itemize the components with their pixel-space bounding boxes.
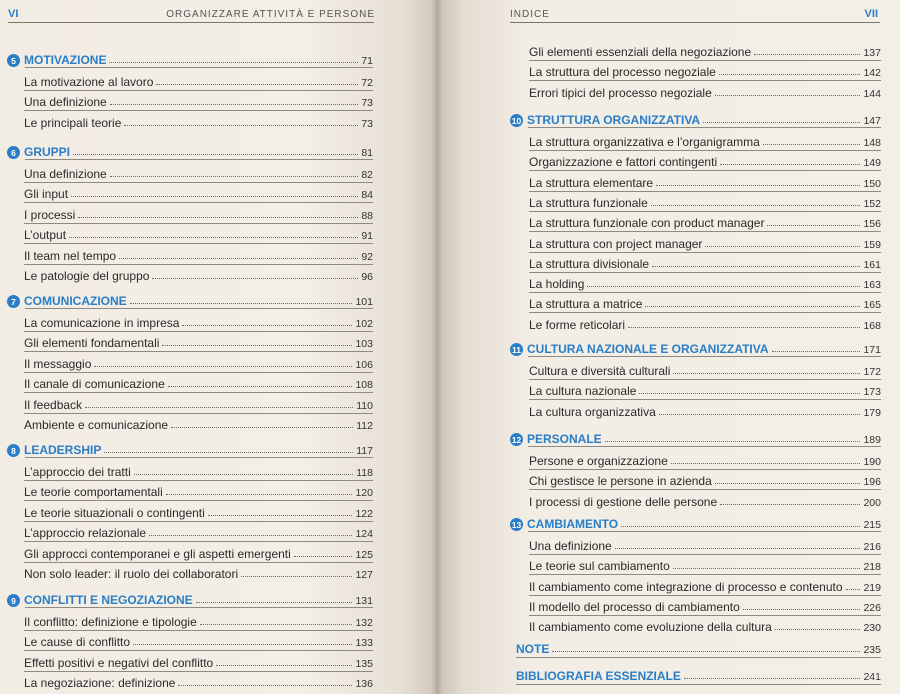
toc-entry	[529, 131, 881, 149]
section-divider	[528, 446, 881, 447]
toc-entry	[529, 314, 881, 332]
toc-entry	[24, 353, 373, 371]
chapter-number-badge: 13	[511, 519, 522, 530]
right-page	[437, 0, 900, 694]
section-title: L’approccio dei tratti	[24, 465, 131, 479]
section-title: Il cambiamento come evoluzione della cultura	[529, 620, 772, 635]
section-title: Il conflitto: definizione e tipologie	[24, 615, 197, 629]
page-ref: 226	[863, 601, 881, 614]
dot-leader	[772, 351, 861, 352]
dot-leader	[168, 386, 353, 387]
dot-leader	[241, 576, 352, 577]
dot-leader	[69, 237, 358, 238]
section-title: Persone e organizzazione	[529, 454, 668, 468]
toc-entry	[24, 522, 373, 540]
page-ref: 179	[863, 406, 881, 419]
toc-entry	[24, 91, 373, 109]
toc-entry	[24, 502, 373, 520]
toc-entry	[24, 543, 373, 561]
dot-leader	[182, 325, 352, 326]
toc-entry	[529, 380, 881, 398]
dot-leader	[196, 602, 353, 603]
toc-entry	[529, 151, 881, 169]
section-title: Il modello del processo di cambiamento	[529, 599, 740, 614]
chapter-heading	[7, 439, 373, 457]
section-title: La struttura divisionale	[529, 256, 650, 271]
section-divider	[25, 67, 373, 68]
toc-entry	[24, 563, 373, 581]
page-ref: 72	[361, 77, 373, 89]
chapter-heading	[7, 141, 373, 159]
page-ref: 102	[355, 318, 373, 330]
chapter-heading	[510, 338, 881, 356]
section-title: Il team nel tempo	[24, 248, 117, 263]
dot-leader	[621, 526, 860, 527]
chapter-number-badge: 12	[511, 434, 522, 445]
section-title: Gli input	[24, 187, 69, 202]
dot-leader	[109, 62, 358, 63]
dot-leader	[684, 678, 861, 679]
dot-leader	[703, 122, 860, 123]
back-matter-entry	[516, 665, 881, 683]
dot-leader	[156, 84, 358, 85]
section-title: Chi gestisce le persone in azienda	[529, 474, 712, 489]
dot-leader	[130, 303, 353, 304]
page-ref: 125	[355, 548, 373, 561]
dot-leader	[78, 217, 358, 218]
section-divider	[516, 684, 881, 685]
dot-leader	[124, 125, 358, 126]
left-page	[0, 0, 437, 694]
page-ref: 142	[863, 67, 881, 80]
dot-leader	[119, 258, 358, 259]
page-ref: 218	[863, 561, 881, 574]
chapter-number-badge: 6	[7, 146, 20, 159]
dot-leader	[208, 515, 353, 516]
toc-entry	[529, 61, 881, 79]
section-divider	[528, 531, 881, 532]
page-ref: 163	[863, 279, 881, 292]
section-title: Ambiente e comunicazione	[24, 418, 169, 432]
chapter-heading	[7, 290, 373, 308]
page-ref: 219	[863, 581, 881, 594]
dot-leader	[645, 306, 860, 307]
page-ref: 161	[863, 258, 881, 271]
section-divider	[25, 607, 373, 608]
chapter-title: CAMBIAMENTO	[527, 517, 619, 531]
dot-leader	[656, 185, 860, 186]
toc-entry	[529, 233, 881, 251]
chapter-title: BIBLIOGRAFIA ESSENZIALE	[516, 669, 681, 683]
toc-entry	[529, 293, 881, 311]
section-title: Il canale di comunicazione	[24, 377, 165, 392]
page-ref: 132	[355, 617, 373, 629]
toc-entry	[24, 183, 373, 201]
section-title: La struttura funzionale con product manager	[529, 216, 765, 231]
section-title: I processi di gestione delle persone	[529, 494, 718, 509]
page-ref: 147	[863, 115, 881, 127]
chapter-heading	[7, 589, 373, 607]
toc-entry	[24, 245, 373, 263]
dot-leader	[171, 427, 353, 428]
page-ref: 215	[863, 519, 881, 531]
page-ref: 152	[863, 197, 881, 210]
chapter-title: CONFLITTI E NEGOZIAZIONE	[24, 593, 193, 607]
chapter-title: PERSONALE	[527, 432, 602, 446]
page-ref: 216	[863, 541, 881, 553]
header-rule-left	[8, 22, 374, 23]
chapter-number-badge: 8	[7, 444, 20, 457]
toc-entry	[529, 273, 881, 291]
page-ref: 101	[355, 296, 373, 308]
page-ref: 88	[361, 209, 373, 222]
section-title: Gli elementi essenziali della negoziazione	[529, 45, 752, 59]
dot-leader	[659, 414, 861, 415]
page-ref: 131	[355, 595, 373, 607]
section-title: Una definizione	[24, 167, 107, 181]
dot-leader	[720, 164, 860, 165]
section-title: Le teorie comportamentali	[24, 485, 163, 500]
page-ref: 73	[361, 117, 373, 130]
toc-entry	[24, 394, 373, 412]
page-ref: 127	[355, 569, 373, 581]
section-divider	[528, 127, 881, 128]
section-title: Gli approcci contemporanei e gli aspetti emergenti	[24, 546, 291, 561]
section-title: La motivazione al lavoro	[24, 75, 154, 89]
page-ref: 172	[863, 366, 881, 378]
page-ref: 148	[863, 137, 881, 149]
page-ref: 136	[355, 678, 373, 691]
page-ref: 82	[361, 169, 373, 181]
dot-leader	[705, 246, 860, 247]
dot-leader	[294, 556, 353, 557]
dot-leader	[615, 548, 861, 549]
toc-entry	[529, 491, 881, 509]
chapter-heading	[510, 513, 881, 531]
toc-entry	[529, 616, 881, 634]
chapter-title: CULTURA NAZIONALE E ORGANIZZATIVA	[527, 342, 769, 356]
page-ref: 122	[355, 507, 373, 520]
dot-leader	[110, 176, 359, 177]
section-divider	[516, 657, 881, 658]
page-ref: 173	[863, 386, 881, 399]
section-title: Le teorie sul cambiamento	[529, 559, 670, 574]
dot-leader	[719, 74, 861, 75]
toc-entry	[24, 163, 373, 181]
page-ref: 118	[356, 467, 373, 479]
section-title: La struttura elementare	[529, 175, 654, 190]
page-ref: 150	[863, 177, 881, 190]
section-title: Errori tipici del processo negoziale	[529, 85, 712, 100]
toc-entry	[529, 555, 881, 573]
dot-leader	[133, 644, 352, 645]
toc-entry	[24, 224, 373, 242]
dot-leader	[110, 104, 359, 105]
page-ref: 230	[863, 622, 881, 635]
dot-leader	[587, 286, 860, 287]
page-ref: 171	[863, 344, 881, 356]
section-title: L’output	[24, 228, 67, 243]
dot-leader	[152, 278, 358, 279]
dot-leader	[715, 483, 861, 484]
dot-leader	[216, 665, 352, 666]
section-title: Una definizione	[24, 95, 107, 110]
header-rule-right	[510, 22, 880, 23]
running-head-right: INDICE	[510, 9, 550, 20]
toc-entry	[24, 652, 373, 670]
page-ref: 135	[355, 657, 373, 670]
dot-leader	[767, 225, 860, 226]
page-ref: 106	[355, 358, 373, 371]
toc-entry	[529, 401, 881, 419]
section-title: Il messaggio	[24, 356, 92, 371]
section-title: La struttura del processo negoziale	[529, 65, 716, 80]
dot-leader	[651, 205, 861, 206]
page-ref: 241	[863, 671, 881, 683]
toc-entry	[529, 450, 881, 468]
dot-leader	[639, 393, 860, 394]
toc-entry	[529, 192, 881, 210]
toc-entry	[24, 71, 373, 89]
dot-leader	[71, 196, 358, 197]
page-ref: 124	[355, 528, 373, 541]
section-title: La negoziazione: definizione	[24, 676, 176, 691]
dot-leader	[149, 535, 352, 536]
dot-leader	[552, 651, 860, 652]
page-ref: 96	[361, 271, 373, 283]
page-ref: 156	[863, 218, 881, 231]
page-ref: 144	[863, 87, 881, 100]
section-title: Le principali teorie	[24, 115, 122, 130]
dot-leader	[846, 589, 861, 590]
dot-leader	[743, 609, 861, 610]
section-title: Cultura e diversità culturali	[529, 364, 671, 378]
chapter-number-badge: 11	[512, 344, 521, 355]
dot-leader	[85, 407, 353, 408]
dot-leader	[671, 463, 861, 464]
section-divider	[25, 457, 373, 458]
toc-entry	[24, 611, 373, 629]
running-head-left: ORGANIZZARE ATTIVITÀ E PERSONE	[166, 9, 375, 20]
section-title: I processi	[24, 207, 76, 222]
page-ref: 103	[355, 338, 373, 351]
toc-entry	[529, 360, 881, 378]
page-number-left: VI	[8, 8, 19, 20]
section-title: Una definizione	[529, 539, 612, 553]
toc-entry	[529, 41, 881, 59]
toc-entry	[24, 481, 373, 499]
dot-leader	[715, 95, 861, 96]
chapter-heading	[7, 49, 373, 67]
chapter-number-badge: 9	[7, 594, 20, 607]
toc-entry	[24, 373, 373, 391]
section-title: Le teorie situazionali o contingenti	[24, 505, 205, 520]
section-title: Il feedback	[24, 397, 83, 412]
page-ref: 91	[361, 230, 373, 243]
section-title: Le patologie del gruppo	[24, 269, 150, 283]
dot-leader	[605, 441, 861, 442]
section-title: Organizzazione e fattori contingenti	[529, 155, 718, 170]
section-title: Il cambiamento come integrazione di processo e contenuto	[529, 579, 843, 594]
section-title: La struttura a matrice	[529, 297, 643, 312]
toc-entry	[529, 596, 881, 614]
chapter-title: COMUNICAZIONE	[24, 294, 127, 308]
page-ref: 190	[863, 456, 881, 468]
chapter-heading	[510, 428, 881, 446]
page-ref: 73	[361, 97, 373, 110]
page-ref: 112	[356, 420, 373, 432]
section-title: La holding	[529, 277, 585, 292]
dot-leader	[134, 474, 354, 475]
section-divider	[25, 308, 373, 309]
toc-entry	[24, 461, 373, 479]
chapter-title: STRUTTURA ORGANIZZATIVA	[527, 113, 701, 127]
section-title: Non solo leader: il ruolo dei collaboratori	[24, 567, 239, 581]
section-divider	[528, 356, 881, 357]
section-title: La cultura organizzativa	[529, 404, 656, 419]
toc-entry	[24, 672, 373, 690]
page-ref: 120	[355, 487, 373, 500]
page-ref: 159	[863, 238, 881, 251]
dot-leader	[754, 54, 860, 55]
page-ref: 108	[355, 379, 373, 392]
dot-leader	[628, 327, 860, 328]
dot-leader	[673, 373, 860, 374]
section-title: Le forme reticolari	[529, 317, 626, 332]
section-divider	[25, 159, 373, 160]
toc-entry	[529, 172, 881, 190]
chapter-number-badge: 7	[7, 295, 20, 308]
chapter-heading	[510, 109, 881, 127]
chapter-number-badge: 5	[7, 54, 20, 67]
toc-entry	[24, 312, 373, 330]
dot-leader	[200, 624, 353, 625]
page-ref: 200	[863, 496, 881, 509]
page-ref: 235	[863, 644, 881, 656]
page-ref: 81	[361, 147, 373, 159]
page-ref: 168	[863, 319, 881, 332]
section-title: La struttura funzionale	[529, 195, 648, 210]
dot-leader	[73, 154, 358, 155]
toc-entry	[529, 253, 881, 271]
dot-leader	[775, 629, 861, 630]
toc-entry	[24, 204, 373, 222]
section-title: La struttura organizzativa e l’organigramma	[529, 135, 760, 149]
toc-entry	[24, 112, 373, 130]
toc-entry	[24, 265, 373, 283]
toc-entry	[529, 212, 881, 230]
page-ref: 92	[361, 250, 373, 263]
section-title: Effetti positivi e negativi del conflitto	[24, 655, 214, 670]
toc-entry	[24, 414, 373, 432]
page-ref: 84	[361, 189, 373, 202]
page-ref: 137	[863, 47, 881, 59]
chapter-title: NOTE	[516, 642, 550, 656]
page-ref: 133	[355, 637, 373, 650]
chapter-title: MOTIVAZIONE	[24, 53, 107, 67]
toc-entry	[529, 82, 881, 100]
page-number-right: VII	[864, 8, 878, 20]
toc-entry	[529, 576, 881, 594]
page-ref: 165	[863, 299, 881, 312]
dot-leader	[162, 345, 352, 346]
chapter-title: GRUPPI	[24, 145, 71, 159]
page-ref: 149	[863, 157, 881, 170]
page-ref: 189	[863, 434, 881, 446]
page-ref: 71	[361, 55, 373, 67]
chapter-title: LEADERSHIP	[24, 443, 102, 457]
section-title: L’approccio relazionale	[24, 526, 147, 541]
section-title: Gli elementi fondamentali	[24, 336, 160, 351]
toc-entry	[24, 332, 373, 350]
dot-leader	[763, 144, 861, 145]
page-ref: 196	[863, 476, 881, 489]
section-title: La comunicazione in impresa	[24, 316, 180, 330]
dot-leader	[652, 266, 860, 267]
section-title: La cultura nazionale	[529, 384, 637, 399]
toc-entry	[24, 631, 373, 649]
dot-leader	[178, 685, 352, 686]
section-title: La struttura con project manager	[529, 236, 703, 251]
book-gutter	[432, 0, 442, 694]
toc-entry	[529, 535, 881, 553]
dot-leader	[104, 452, 353, 453]
dot-leader	[94, 366, 352, 367]
dot-leader	[166, 494, 353, 495]
chapter-number-badge: 10	[511, 115, 522, 126]
back-matter-entry	[516, 638, 881, 656]
section-title: Le cause di conflitto	[24, 635, 131, 650]
page-ref: 117	[356, 445, 373, 457]
dot-leader	[673, 568, 861, 569]
dot-leader	[720, 504, 860, 505]
toc-entry	[529, 470, 881, 488]
page-ref: 110	[356, 399, 373, 412]
